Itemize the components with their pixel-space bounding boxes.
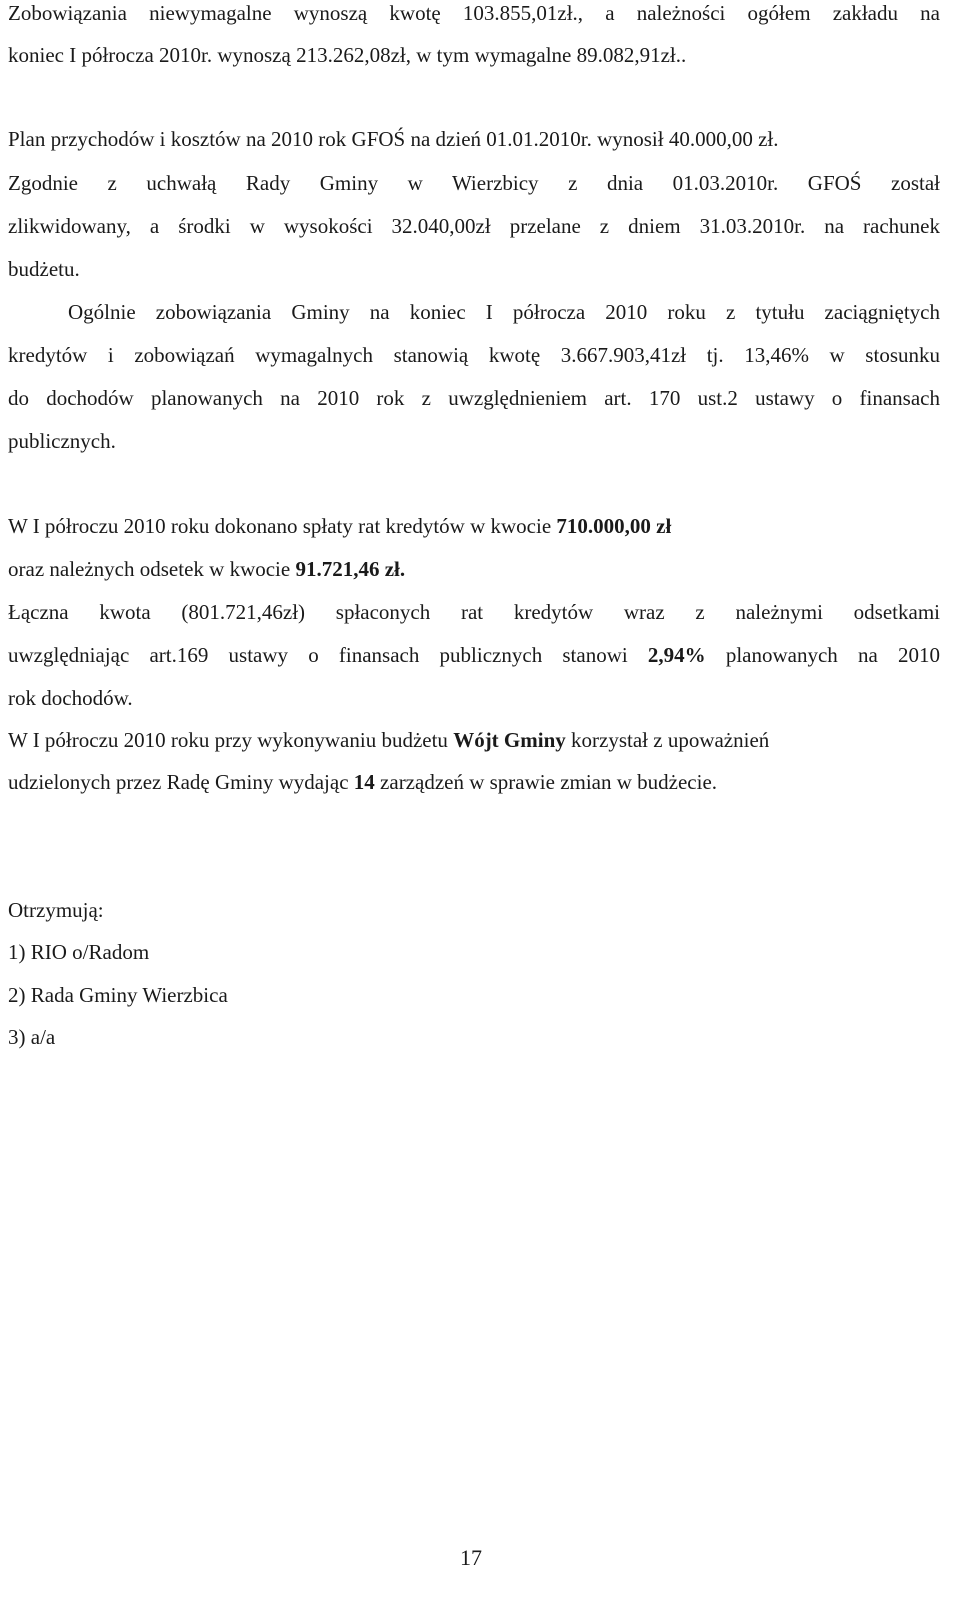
text-line: rok dochodów. [8, 686, 133, 710]
text-line [8, 645, 940, 666]
text-line: Zgodnie z uchwałą Rady Gminy w Wierzbicy z dnia 01.03.2010r. GFOŚ został [8, 171, 940, 195]
recipient-item: 2) Rada Gminy Wierzbica [8, 983, 228, 1007]
text-line: kredytów i zobowiązań wymagalnych stanowią kwotę 3.667.903,41zł tj. 13,46% w stosunku [8, 343, 940, 367]
text-line: koniec I półrocza 2010r. wynoszą 213.262,08zł, w tym wymagalne 89.082,91zł.. [8, 43, 687, 67]
text-segment: uwzględniając art.169 ustawy o finansach publicznych stanowi [8, 643, 648, 667]
bold-count: 14 [353, 770, 375, 794]
text-line [8, 559, 405, 580]
text-line: budżetu. [8, 257, 80, 281]
text-line [8, 516, 671, 537]
text-line [8, 772, 717, 793]
page-number: 17 [460, 1545, 482, 1570]
bold-amount: 710.000,00 zł [556, 514, 672, 538]
text-line [8, 730, 769, 751]
text-segment: planowanych na 2010 [705, 643, 940, 667]
bold-amount: 91.721,46 zł. [295, 557, 406, 581]
text-segment: W I półroczu 2010 roku przy wykonywaniu budżetu [8, 728, 454, 752]
text-segment: W I półroczu 2010 roku dokonano spłaty rat kredytów w kwocie [8, 514, 557, 538]
text-line: zlikwidowany, a środki w wysokości 32.040,00zł przelane z dniem 31.03.2010r. na rachunek [8, 214, 940, 238]
text-line: Ogólnie zobowiązania Gminy na koniec I półrocza 2010 roku z tytułu zaciągniętych [68, 300, 940, 324]
bold-title: Wójt Gminy [453, 728, 566, 752]
text-segment: zarządzeń w sprawie zmian w budżecie. [374, 770, 718, 794]
text-segment: korzystał z upoważnień [565, 728, 770, 752]
text-segment: udzielonych przez Radę Gminy wydając [8, 770, 354, 794]
text-segment: oraz należnych odsetek w kwocie [8, 557, 296, 581]
recipients-heading: Otrzymują: [8, 898, 104, 922]
text-line: Łączna kwota (801.721,46zł) spłaconych rat kredytów wraz z należnymi odsetkami [8, 600, 940, 624]
recipient-item: 1) RIO o/Radom [8, 940, 150, 964]
text-line: publicznych. [8, 429, 116, 453]
bold-percent: 2,94% [647, 643, 706, 667]
text-line: Zobowiązania niewymagalne wynoszą kwotę 103.855,01zł., a należności ogółem zakładu na [8, 1, 940, 25]
text-line: Plan przychodów i kosztów na 2010 rok GFOŚ na dzień 01.01.2010r. wynosił 40.000,00 zł. [8, 127, 779, 151]
text-line: do dochodów planowanych na 2010 rok z uwzględnieniem art. 170 ust.2 ustawy o finansach [8, 386, 940, 410]
recipient-item: 3) a/a [8, 1025, 56, 1049]
